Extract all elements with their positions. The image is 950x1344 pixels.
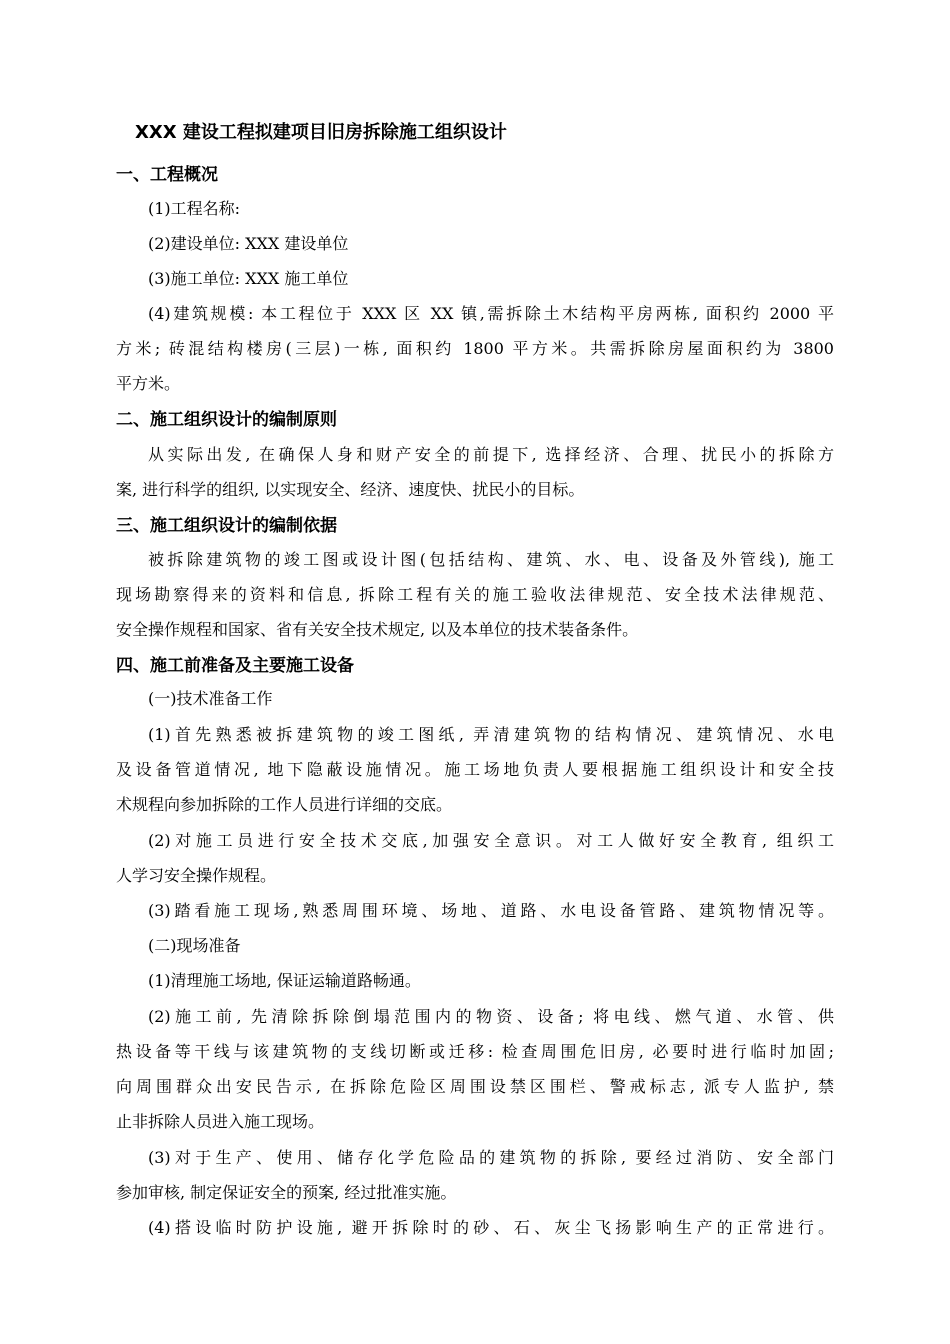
document-title: XXX 建设工程拟建项目旧房拆除施工组织设计 (135, 122, 507, 143)
construction-unit-line: (2)建设单位: XXX 建设单位 (148, 234, 349, 253)
basis-line-1: 被拆除建筑物的竣工图或设计图(包括结构、建筑、水、电、设备及外管线), 施工 (148, 550, 834, 569)
project-name-line: (1)工程名称: (148, 199, 241, 218)
site-item-2-line-4: 止非拆除人员进入施工现场。 (116, 1112, 325, 1131)
technical-item-1-line-3: 术规程向参加拆除的工作人员进行详细的交底。 (116, 795, 453, 814)
technical-item-2-line-2: 人学习安全操作规程。 (116, 866, 277, 885)
basis-line-3: 安全操作规程和国家、省有关安全技术规定, 以及本单位的技术装备条件。 (116, 620, 639, 639)
principle-line-1: 从实际出发, 在确保人身和财产安全的前提下, 选择经济、合理、扰民小的拆除方 (148, 445, 834, 464)
site-item-2-line-2: 热设备等干线与该建筑物的支线切断或迁移: 检查周围危旧房, 必要时进行临时加固; (116, 1042, 834, 1061)
section-heading-2: 二、施工组织设计的编制原则 (116, 410, 337, 430)
scale-line-1: (4)建筑规模: 本工程位于 XXX 区 XX 镇,需拆除土木结构平房两栋, 面积约 2000 平 (148, 304, 834, 323)
site-item-3-line-2: 参加审核, 制定保证安全的预案, 经过批准实施。 (116, 1183, 457, 1202)
basis-line-2: 现场勘察得来的资料和信息, 拆除工程有关的施工验收法律规范、安全技术法律规范、 (116, 585, 834, 604)
site-item-3-line-1: (3)对于生产、使用、储存化学危险品的建筑物的拆除, 要经过消防、安全部门 (148, 1148, 834, 1167)
technical-item-1-line-1: (1)首先熟悉被拆建筑物的竣工图纸, 弄清建筑物的结构情况、建筑情况、水电 (148, 725, 834, 744)
subsection-technical: (一)技术准备工作 (148, 689, 273, 708)
section-heading-1: 一、工程概况 (116, 165, 218, 185)
site-item-2-line-1: (2)施工前, 先清除拆除倒塌范围内的物资、设备; 将电线、燃气道、水管、供 (148, 1007, 834, 1026)
technical-item-1-line-2: 及设备管道情况, 地下隐蔽设施情况。施工场地负责人要根据施工组织设计和安全技 (116, 760, 834, 779)
section-heading-4: 四、施工前准备及主要施工设备 (116, 656, 354, 676)
contractor-line: (3)施工单位: XXX 施工单位 (148, 269, 349, 288)
section-heading-3: 三、施工组织设计的编制依据 (116, 516, 337, 536)
technical-item-3-line-1: (3)踏看施工现场,熟悉周围环境、场地、道路、水电设备管路、建筑物情况等。 (148, 901, 834, 920)
technical-item-2-line-1: (2)对施工员进行安全技术交底,加强安全意识。对工人做好安全教育, 组织工 (148, 831, 834, 850)
subsection-site: (二)现场准备 (148, 936, 241, 955)
scale-line-3: 平方米。 (116, 374, 181, 393)
scale-line-2: 方米; 砖混结构楼房(三层)一栋, 面积约 1800 平方米。共需拆除房屋面积约为 3800 (116, 339, 834, 358)
site-item-4-line-1: (4)搭设临时防护设施, 避开拆除时的砂、石、灰尘飞扬影响生产的正常进行。 (148, 1218, 834, 1237)
site-item-2-line-3: 向周围群众出安民告示, 在拆除危险区周围设禁区围栏、警戒标志, 派专人监护, 禁 (116, 1077, 834, 1096)
site-item-1-line-1: (1)清理施工场地, 保证运输道路畅通。 (148, 971, 421, 990)
principle-line-2: 案, 进行科学的组织, 以实现安全、经济、速度快、扰民小的目标。 (116, 480, 585, 499)
